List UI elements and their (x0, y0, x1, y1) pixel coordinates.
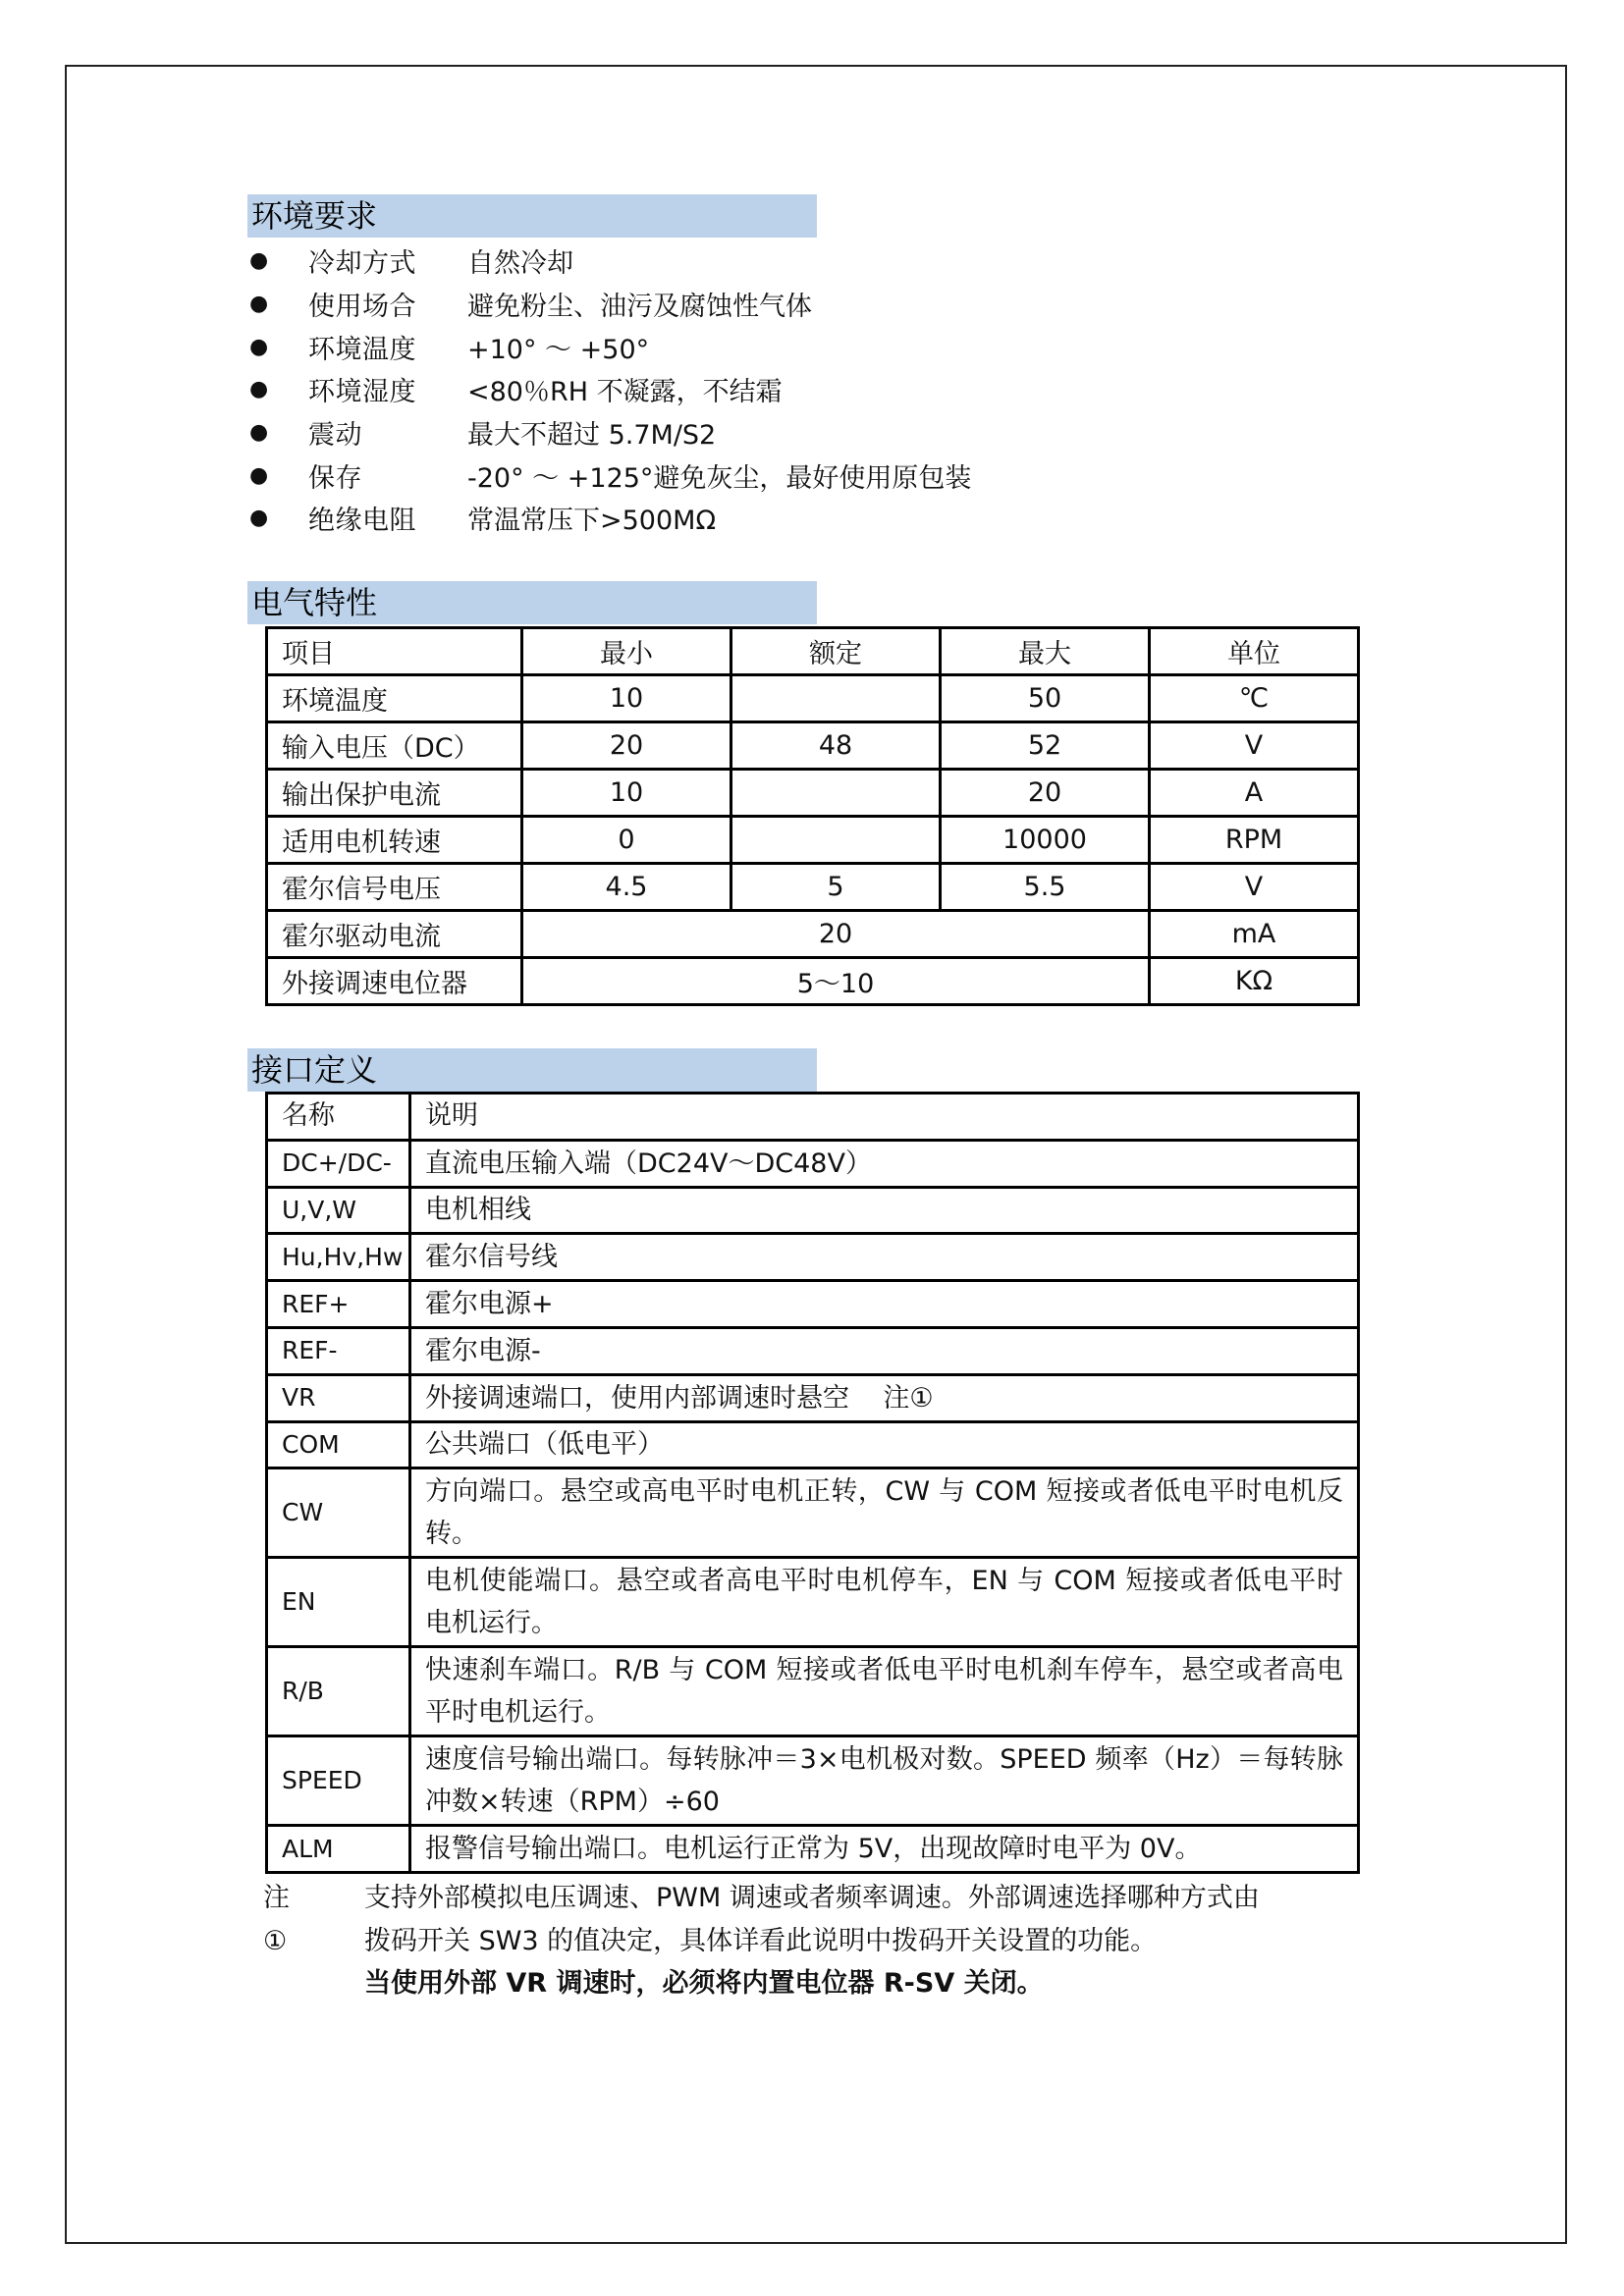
table-cell: 霍尔信号电压 (267, 864, 522, 911)
table-cell: DC+/DC- (267, 1140, 410, 1187)
table-cell (731, 770, 941, 817)
table-cell: 霍尔信号线 (410, 1234, 1359, 1281)
env-label: 绝缘电阻 (308, 506, 416, 537)
table-row (267, 1558, 1359, 1647)
table-cell: 10000 (941, 817, 1150, 864)
env-value: -20° ～ +125°避免灰尘，最好使用原包装 (467, 462, 972, 494)
table-cell: 霍尔电源- (410, 1327, 1359, 1374)
table-row (267, 817, 1359, 864)
table-header-row (267, 628, 1359, 675)
header-cell: 最小 (522, 628, 731, 675)
env-value: 常温常压下>500MΩ (467, 506, 717, 537)
list-item (247, 454, 971, 497)
table-header-row (267, 1094, 1359, 1141)
table-row (267, 1468, 1359, 1558)
table-row (267, 675, 1359, 722)
env-label: 环境湿度 (308, 377, 416, 408)
table-row (267, 1140, 1359, 1187)
table-cell: V (1150, 722, 1359, 770)
table-cell: U,V,W (267, 1187, 410, 1234)
table-row (267, 770, 1359, 817)
table-cell: Hu,Hv,Hw (267, 1234, 410, 1281)
table-row (267, 1281, 1359, 1328)
table-row (267, 864, 1359, 911)
table-cell: 电机使能端口。悬空或者高电平时电机停车，EN 与 COM 短接或者低电平时电机运行。 (410, 1558, 1359, 1647)
footnote-body (364, 1877, 1346, 2005)
footnote-mark: 注① (263, 1883, 290, 1956)
table-cell: 20 (941, 770, 1150, 817)
env-value: 避免粉尘、油污及腐蚀性气体 (467, 292, 812, 323)
table-cell: 52 (941, 722, 1150, 770)
table-cell: 直流电压输入端（DC24V～DC48V） (410, 1140, 1359, 1187)
table-row (267, 1421, 1359, 1468)
table-cell: A (1150, 770, 1359, 817)
footnote-line: 支持外部模拟电压调速、PWM 调速或者频率调速。外部调速选择哪种方式由 (364, 1883, 1260, 1913)
table-row (267, 1736, 1359, 1826)
list-item (247, 240, 971, 283)
interface-table (265, 1092, 1360, 1874)
table-cell: EN (267, 1558, 410, 1647)
table-cell: 0 (522, 817, 731, 864)
table-cell: VR (267, 1374, 410, 1421)
table-cell: 霍尔驱动电流 (267, 911, 522, 958)
header-cell: 项目 (267, 628, 522, 675)
table-cell (731, 675, 941, 722)
env-value: +10° ～ +50° (467, 334, 650, 365)
table-row (267, 1647, 1359, 1736)
table-cell: 外接调速端口，使用内部调速时悬空 注① (410, 1374, 1359, 1421)
table-row (267, 722, 1359, 770)
table-row (267, 1826, 1359, 1873)
environment-list (247, 240, 971, 540)
bullet-icon: ● (249, 248, 269, 274)
table-cell: ALM (267, 1826, 410, 1873)
electrical-table (265, 626, 1360, 1006)
table-cell: 环境温度 (267, 675, 522, 722)
header-cell: 名称 (267, 1094, 410, 1141)
bullet-icon: ● (249, 462, 269, 488)
list-item (247, 411, 971, 454)
footnote-warning: 当使用外部 VR 调速时，必须将内置电位器 R-SV 关闭。 (364, 1968, 1044, 1999)
table-cell: 50 (941, 675, 1150, 722)
list-item (247, 325, 971, 368)
table-cell: 输入电压（DC） (267, 722, 522, 770)
bullet-icon: ● (249, 377, 269, 402)
table-cell: 霍尔电源+ (410, 1281, 1359, 1328)
list-item (247, 368, 971, 411)
table-cell: KΩ (1150, 958, 1359, 1005)
header-cell: 额定 (731, 628, 941, 675)
section-title-electrical: 电气特性 (247, 581, 817, 624)
table-cell (731, 817, 941, 864)
table-cell: REF- (267, 1327, 410, 1374)
list-item (247, 283, 971, 326)
table-cell: REF+ (267, 1281, 410, 1328)
table-row (267, 1327, 1359, 1374)
table-cell: 适用电机转速 (267, 817, 522, 864)
table-cell: 20 (522, 911, 1150, 958)
table-cell: 外接调速电位器 (267, 958, 522, 1005)
table-cell: 48 (731, 722, 941, 770)
header-cell: 最大 (941, 628, 1150, 675)
table-cell: 5.5 (941, 864, 1150, 911)
table-row (267, 911, 1359, 958)
env-label: 冷却方式 (308, 248, 416, 280)
table-cell: CW (267, 1468, 410, 1558)
bullet-icon: ● (249, 292, 269, 317)
list-item (247, 497, 971, 540)
table-cell: 快速刹车端口。R/B 与 COM 短接或者低电平时电机刹车停车，悬空或者高电平时电机运行。 (410, 1647, 1359, 1736)
table-cell: COM (267, 1421, 410, 1468)
section-title-interface: 接口定义 (247, 1048, 817, 1092)
table-cell: 10 (522, 675, 731, 722)
table-cell: R/B (267, 1647, 410, 1736)
table-cell: 5 (731, 864, 941, 911)
table-row (267, 1374, 1359, 1421)
table-cell: 10 (522, 770, 731, 817)
table-cell: SPEED (267, 1736, 410, 1826)
table-cell: 公共端口（低电平） (410, 1421, 1359, 1468)
env-label: 环境温度 (308, 334, 416, 365)
env-label: 使用场合 (308, 292, 416, 323)
bullet-icon: ● (249, 506, 269, 531)
header-cell: 说明 (410, 1094, 1359, 1141)
footnote-line: 拨码开关 SW3 的值决定，具体详看此说明中拨码开关设置的功能。 (364, 1925, 1158, 1956)
table-cell: 输出保护电流 (267, 770, 522, 817)
env-value: <80％RH 不凝露，不结霜 (467, 377, 783, 408)
table-cell: V (1150, 864, 1359, 911)
table-cell: 速度信号输出端口。每转脉冲＝3×电机极对数。SPEED 频率（Hz）＝每转脉冲数×转速（RPM）÷60 (410, 1736, 1359, 1826)
env-label: 震动 (308, 420, 362, 452)
table-cell: 5～10 (522, 958, 1150, 1005)
table-cell: mA (1150, 911, 1359, 958)
table-row (267, 958, 1359, 1005)
header-cell: 单位 (1150, 628, 1359, 675)
table-cell: 报警信号输出端口。电机运行正常为 5V，出现故障时电平为 0V。 (410, 1826, 1359, 1873)
bullet-icon: ● (249, 420, 269, 446)
section-title-environment: 环境要求 (247, 194, 817, 238)
bullet-icon: ● (249, 334, 269, 359)
env-label: 保存 (308, 462, 362, 494)
table-row (267, 1234, 1359, 1281)
table-cell: 方向端口。悬空或高电平时电机正转，CW 与 COM 短接或者低电平时电机反转。 (410, 1468, 1359, 1558)
table-cell: RPM (1150, 817, 1359, 864)
env-value: 自然冷却 (467, 248, 573, 280)
env-value: 最大不超过 5.7M/S2 (467, 420, 717, 452)
table-row (267, 1187, 1359, 1234)
table-cell: ℃ (1150, 675, 1359, 722)
table-cell: 电机相线 (410, 1187, 1359, 1234)
table-cell: 4.5 (522, 864, 731, 911)
table-cell: 20 (522, 722, 731, 770)
